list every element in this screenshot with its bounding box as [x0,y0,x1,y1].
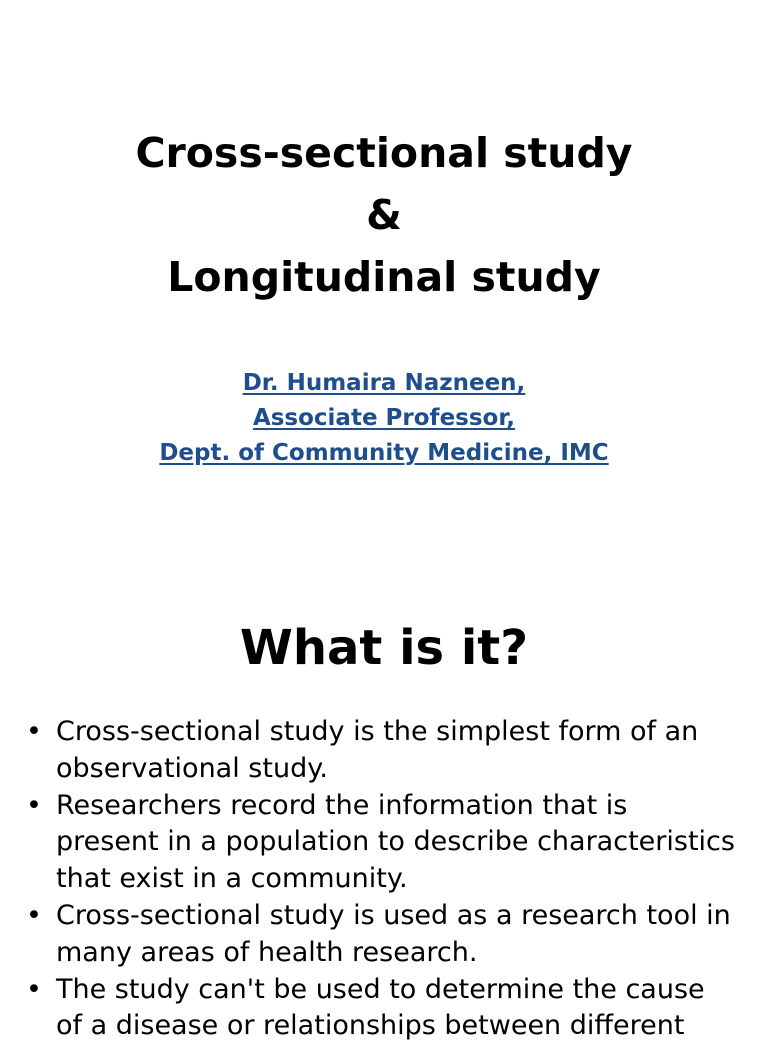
bullet-item [26,714,736,788]
author-position-link[interactable]: Associate Professor, [252,405,516,431]
bullet-dot-icon: • [26,973,42,1005]
slide-title [0,122,768,308]
bullet-dot-icon: • [26,716,42,747]
author-name-link[interactable]: Dr. Humaira Nazneen, [242,370,526,396]
bullet-dot-icon: • [26,789,42,821]
bullet-list [26,714,736,1045]
slide-heading: What is it? [239,620,529,676]
author-block [0,366,768,471]
author-department-link[interactable]: Dept. of Community Medicine, IMC [159,440,609,466]
title-line: Longitudinal study [167,253,601,301]
bullet-text: Cross-sectional study is used as a research tool in many areas of health research. [56,899,731,968]
bullet-item [26,788,736,898]
bullet-text: Researchers record the information that is present in a population to describe characteristics that exist in a community. [56,789,735,895]
content-slide [0,576,768,1042]
bullet-item [26,898,736,972]
bullet-text: The study can't be used to determine the cause of a disease or relationships between different [56,973,705,1042]
title-line: Cross-sectional study [135,129,633,177]
bullet-text: Cross-sectional study is the simplest form of an observational study. [56,716,699,784]
bullet-dot-icon: • [26,899,42,931]
bullet-item [26,972,736,1045]
title-line: & [366,191,402,239]
